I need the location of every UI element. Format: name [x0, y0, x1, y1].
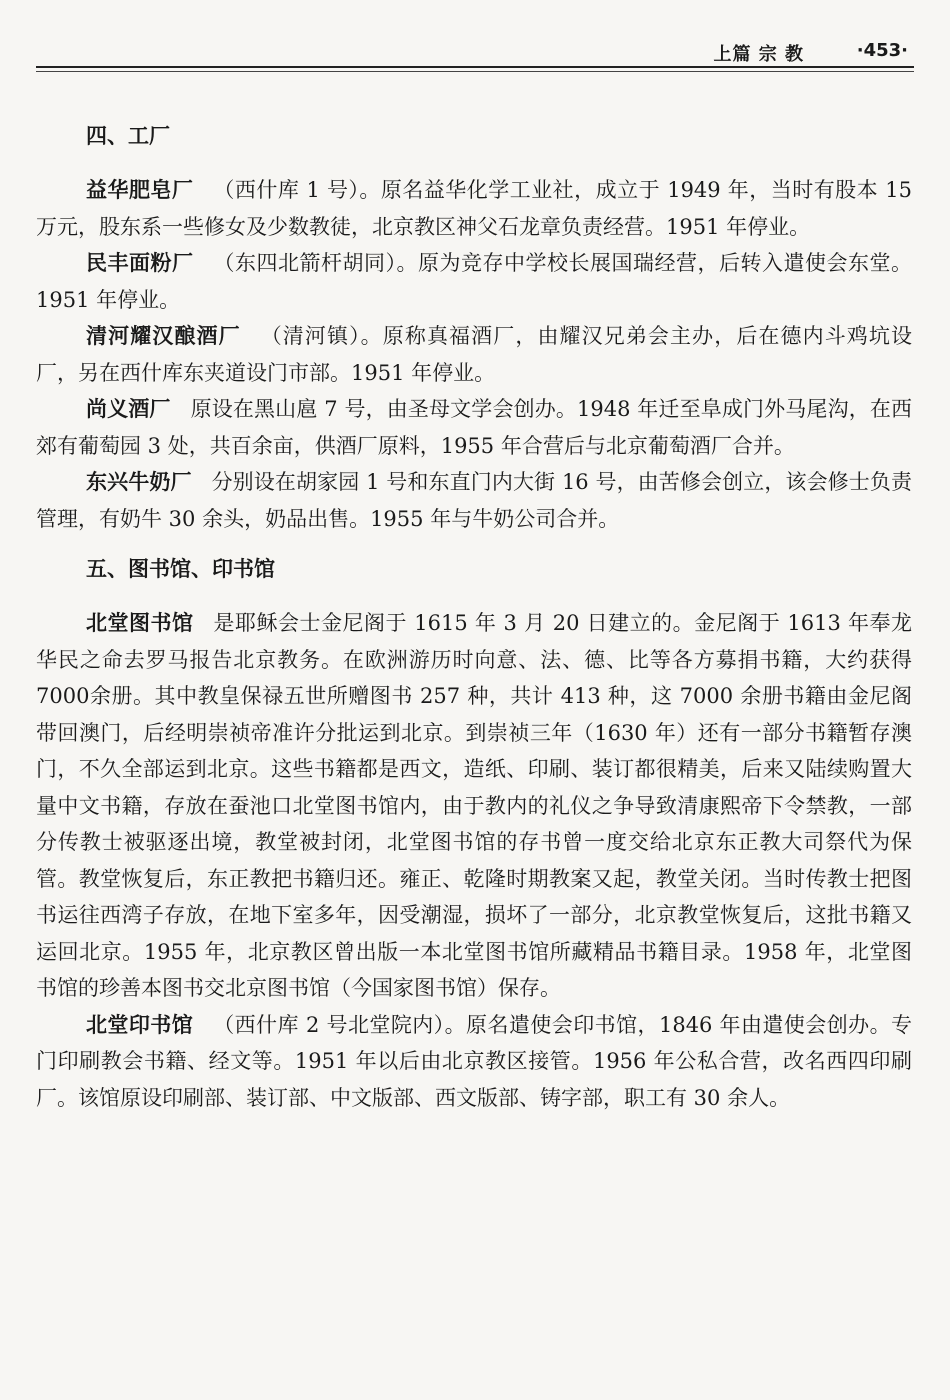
entry-term: 东兴牛奶厂 — [86, 470, 192, 494]
header-rule-thick — [36, 66, 914, 68]
entry-paragraph — [36, 172, 912, 245]
section-heading-factories: 四、工厂 — [86, 124, 170, 148]
header-section-title: 上篇 宗 教 — [713, 44, 804, 65]
header-rule-thin — [36, 71, 914, 72]
entry-text: 是耶稣会士金尼阁于 1615 年 3 月 20 日建立的。金尼阁于 1613 年奉龙华民之命去罗马报告北京教务。在欧洲游历时向意、法、德、比等各方募捐书籍，大约获得7000余册。其中教皇保禄五世所赠图书 257 种，共计 413 种，这 7000 余册书籍由金尼阁带回澳门，后经明崇祯帝准许分批运到北京。到崇祯三年（1630 年）还有一部分书籍暂存澳门，不久全部运到北京。这些书籍都是西文，造纸、印刷、装订都很精美，后来又陆续购置大量中文书籍，存放在蚕池口北堂图书馆内，由于教内的礼仪之争导致清康熙帝下令禁教，一部分传教士被驱逐出境，教堂被封闭，北堂图书馆的存书曾一度交给北京东正教大司祭代为保管。教堂恢复后，东正教把书籍归还。雍正、乾隆时期教案又起，教堂关闭。当时传教士把图书运往西湾子存放，在地下室多年，因受潮湿，损坏了一部分，北京教堂恢复后，这批书籍又运回北京。1955 年，北京教区曾出版一本北堂图书馆所藏精品书籍目录。1958 年，北堂图书馆的珍善本图书交北京图书馆（今国家图书馆）保存。 — [36, 611, 913, 1000]
entry-term: 北堂印书馆 — [86, 1012, 194, 1037]
entry-term: 民丰面粉厂 — [86, 251, 194, 275]
entry-text: （西什库 2 号北堂院内）。原名遣使会印书馆，1846 年由遣使会创办。专门印刷教会书籍、经文等。1951 年以后由北京教区接管。1956 年公私合营，改名西四印刷厂。该馆原设印刷部、装订部、中文版部、西文版部、铸字部，职工有 30 余人。 — [36, 1012, 913, 1110]
running-header — [36, 30, 914, 66]
entry-text: （西什库 1 号）。原名益华化学工业社，成立于 1949 年，当时有股本 15 万元，股东系一些修女及少数教徒，北京教区神父石龙章负责经营。1951 年停业。 — [36, 178, 913, 239]
page-number: ·453· — [856, 40, 908, 61]
entry-text: 原设在黑山扈 7 号，由圣母文学会创办。1948 年迁至阜成门外马尾沟，在西郊有葡萄园 3 处，共百余亩，供酒厂原料，1955 年合营后与北京葡萄酒厂合并。 — [36, 397, 913, 458]
entry-paragraph — [36, 245, 912, 318]
entry-paragraph — [36, 391, 912, 464]
entry-text: 分别设在胡家园 1 号和东直门内大街 16 号，由苦修会创立，该会修士负责管理，有奶牛 30 余头，奶品出售。1955 年与牛奶公司合并。 — [36, 470, 913, 531]
entry-text: （清河镇）。原称真福酒厂，由耀汉兄弟会主办，后在德内斗鸡坑设厂，另在西什库东夹道设门市部。1951 年停业。 — [36, 324, 913, 385]
section-heading-libraries: 五、图书馆、印书馆 — [86, 557, 275, 581]
entry-term: 尚义酒厂 — [86, 397, 171, 421]
entry-paragraph — [36, 1007, 912, 1117]
page-body — [36, 118, 912, 1116]
entry-term: 清河耀汉酿酒厂 — [86, 324, 241, 348]
entry-paragraph — [36, 464, 912, 537]
entry-term: 益华肥皂厂 — [86, 178, 194, 202]
entry-term: 北堂图书馆 — [86, 611, 194, 635]
entry-text: （东四北箭杆胡同）。原为竞存中学校长展国瑞经营，后转入遣使会东堂。1951 年停业。 — [36, 251, 912, 312]
entry-paragraph — [36, 605, 912, 1007]
entry-paragraph — [36, 318, 912, 391]
